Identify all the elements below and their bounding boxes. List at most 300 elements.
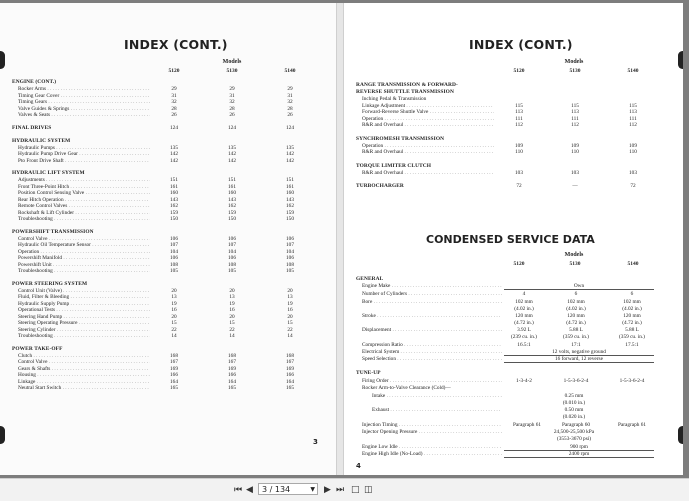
index-row [344,149,682,156]
spec-label: Intake . . . [372,393,502,400]
spec-value: 5.88 L [625,327,639,333]
section-heading: TURBOCHARGER [356,183,404,189]
chevron-down-icon: ▼ [310,486,315,493]
page-ref: 106 [286,235,294,242]
spec-label: Electrical System . . . [362,349,502,356]
page-ref: 29 [229,86,235,92]
spec-label: Speed Selection . . . [362,356,502,363]
page-ref: 167 [286,359,294,365]
index-label: Linkage Adjustment . . . [362,103,494,110]
spec-value: (4.02 in.) [622,306,642,312]
index-label: Operation . . . [362,116,494,123]
spec-row [344,334,683,341]
spec-row [344,436,683,443]
index-label: Position Control Sensing Valve . . . [18,190,150,197]
page-ref: 166 [228,372,236,378]
page-ref: 165 [286,385,294,391]
spec-row [344,306,683,313]
index-label: Operation . . . [362,143,494,150]
page-ref: 104 [170,248,178,255]
page-ref: 162 [170,203,178,209]
page-ref: 111 [571,115,579,122]
page-ref: 32 [229,99,235,105]
page-ref: 113 [515,109,523,115]
index-label: Steering Cylinder . . . [18,327,150,334]
page-ref: 20 [229,287,235,294]
index-label: Rockshaft & Lift Cylinder . . . [18,210,150,217]
page-ref: 135 [286,144,294,151]
section-heading: SYNCHROMESH TRANSMISSION [356,135,445,142]
column-header: 5130 [226,68,238,74]
index-label: Timing Gears . . . [18,99,150,106]
page-ref: 109 [515,142,523,149]
page-ref: 162 [286,203,294,209]
spec-row [344,407,683,414]
page-ref: 19 [171,300,177,307]
models-label: Models [564,59,584,65]
column-header: 5120 [513,68,525,74]
binder-hole [0,426,5,444]
page-ref: 159 [170,209,178,216]
section-heading: GENERAL [356,276,384,282]
page-ref: 168 [228,352,236,359]
index-label: R&R and Overhaul . . . [362,122,494,129]
index-label: Steering Hand Pump . . . [18,314,150,321]
index-label: Hydraulic Oil Temperature Sensor . . . [18,242,150,249]
spec-value: 102 mm [567,299,585,305]
page-ref: 32 [287,99,293,105]
page-ref: 20 [171,287,177,294]
page-ref: 160 [286,190,294,196]
index-label: Operational Tests . . . [18,307,150,314]
index-label: Valve Guides & Springs . . . [18,106,150,113]
index-label: Neutral Start Switch . . . [18,385,150,392]
spec-label: Exhaust . . . [372,407,502,414]
index-label: Fluid, Filter & Bleeding . . . [18,294,150,301]
page-ref: 26 [287,112,293,118]
spec-label: Engine Low Idle . . . [362,444,502,451]
page-ref: 105 [170,268,178,274]
page-ref: 29 [171,86,177,92]
spec-value: 2400 rpm [504,451,654,458]
spec-value: (4.72 in.) [514,320,534,326]
index-label: Rear Hitch Operation . . . [18,197,150,204]
spec-value: (239 cu. in.) [511,334,537,340]
page-ref: 20 [171,313,177,320]
section-heading: POWER STEERING SYSTEM [12,280,88,287]
spec-label: Displacement . . . [362,327,502,334]
page-ref: 15 [287,320,293,326]
binder-hole [678,51,683,69]
models-label: Models [222,59,242,65]
page-ref: 26 [229,112,235,118]
spec-row [344,400,683,407]
page-ref: 104 [228,248,236,255]
page-ref: 108 [286,261,294,268]
index-label: R&R and Overhaul . . . [362,170,494,177]
column-header: 5130 [569,261,581,267]
column-header: 5140 [627,261,639,267]
spec-value: 6 [630,291,634,297]
spec-value: 120 mm [515,313,533,319]
index-label: Housing . . . [18,372,150,379]
page-ref: 111 [515,115,523,122]
page-ref: 72 [630,183,636,189]
page-ref: 135 [170,144,178,151]
column-header: 5140 [284,68,296,74]
page-ref: 28 [287,105,293,112]
page-ref: 107 [170,242,178,248]
index-row [0,112,336,119]
page-ref: 14 [287,333,293,339]
page-ref: 22 [287,326,293,333]
page-ref: 111 [629,115,637,122]
pdf-viewer-toolbar [0,478,689,501]
page-number-field[interactable] [258,483,318,495]
index-label: Hydraulic Pump Drive Gear . . . [18,151,150,158]
index-label: Forward-Reverse Shuttle Valve . . . [362,109,494,116]
page-ref: 142 [286,157,294,164]
spec-value: 24,500-25,500 kPa [553,429,595,435]
page-ref: 26 [171,112,177,118]
spec-row [344,291,683,298]
section-title: CONDENSED SERVICE DATA [426,233,595,246]
index-label: Control Valve . . . [18,236,150,243]
models-label: Models [564,252,584,258]
spec-value: 120 mm [623,313,641,319]
index-label: Troubleshooting . . . [18,216,150,223]
page-ref: 15 [229,320,235,326]
spec-row [344,299,683,306]
section-heading: HYDRAULIC SYSTEM [12,137,71,144]
index-label: Hydraulic Pumps . . . [18,145,150,152]
index-row [0,333,336,340]
index-label: Powershift Manifold . . . [18,255,150,262]
page-title: INDEX (CONT.) [469,37,573,52]
page-ref: 166 [286,372,294,378]
page-number-value: 3 / 134 [262,485,291,494]
page-ref: 161 [170,183,178,190]
spec-row [344,349,683,356]
page-ref: 110 [515,149,523,155]
index-row [344,170,682,177]
page-ref: 115 [629,102,637,109]
page-ref: 143 [286,196,294,203]
page-ref: 151 [286,177,294,183]
page-ref: 124 [228,124,236,131]
page-ref: 151 [228,177,236,183]
page-ref: 29 [287,86,293,92]
section-heading: POWERSHIFT TRANSMISSION [12,228,94,235]
page-ref: 150 [286,216,294,222]
spec-value: Paragraph 61 [617,422,647,428]
page-ref: 110 [571,149,579,155]
page-ref: 164 [228,378,236,385]
page-ref: 20 [287,313,293,320]
index-label: Remote Control Valves . . . [18,203,150,210]
index-label: Hydraulic Supply Pump . . . [18,301,150,308]
index-label: Troubleshooting . . . [18,333,150,340]
spec-row [344,414,683,421]
section-heading: ENGINE (CONT.) [12,79,57,85]
spec-value: (4.02 in.) [566,306,586,312]
section-heading: POWER TAKE-OFF [12,345,63,352]
spec-label: Bore . . . [362,299,502,306]
page-ref: 164 [170,378,178,385]
spec-label: Injection Timing . . . [362,422,502,429]
spec-value: 102 mm [623,299,641,305]
page-ref: 108 [228,261,236,268]
spec-row [344,283,683,290]
page-ref: 166 [170,372,178,378]
index-label: Operation . . . [18,249,150,256]
binder-hole [0,51,5,69]
index-label: Pto Front Drive Shaft . . . [18,158,150,165]
page-ref: 142 [228,151,236,157]
page-ref: 103 [515,169,523,176]
single-page-view-icon[interactable]: □ [351,485,360,495]
page-ref: 109 [629,142,637,149]
spec-value: (4.02 in.) [514,306,534,312]
index-label: Valves & Seats . . . [18,112,150,119]
first-page-icon[interactable]: ⏮ [234,485,243,495]
page-ref: 151 [170,177,178,183]
page-ref: 115 [571,102,579,109]
spec-label: Injector Opening Pressure . . . [362,429,502,436]
spec-value: 1-3-4-2 [516,378,532,384]
next-page-icon[interactable]: ▶ [324,485,331,495]
page-gutter [336,3,344,475]
index-row [0,268,336,275]
page-ref: 159 [228,209,236,216]
index-label: Clutch . . . [18,353,150,360]
page-ref: 106 [170,255,178,261]
page-ref: 32 [171,99,177,105]
spec-row [344,327,683,334]
spec-value: 120 mm [567,313,585,319]
page-ref: 14 [171,333,177,339]
page-ref: 150 [228,216,236,222]
index-label: Rocker Arms . . . [18,86,150,93]
page-ref: 115 [515,102,523,109]
section-heading: TUNE-UP [356,370,381,376]
spec-value: (3553-3670 psi) [557,436,591,442]
spec-value: 102 mm [515,299,533,305]
page-ref: 165 [170,385,178,391]
page-ref: 72 [516,183,522,189]
index-label: Inching Pedal & Transmission [362,96,427,102]
page-ref: 110 [629,149,637,155]
page-ref: 13 [171,294,177,300]
page-ref: 15 [171,320,177,326]
spec-row [344,385,683,392]
page-ref: 160 [228,190,236,196]
page-ref: 124 [170,124,178,131]
index-row [0,216,336,223]
page-ref: 22 [171,326,177,333]
column-header: 5140 [627,68,639,74]
section-heading: HYDRAULIC LIFT SYSTEM [12,170,85,176]
spec-row [344,378,683,385]
page-ref: 169 [286,365,294,372]
page-ref: 160 [170,190,178,196]
two-page-view-icon[interactable]: ◫ [364,485,373,495]
page-ref: 19 [229,300,235,307]
page-ref: 13 [229,294,235,300]
page-ref: 108 [170,261,178,268]
spec-value: 16.5:1 [517,342,531,348]
page-ref: 161 [286,183,294,190]
page-ref: 31 [229,92,235,99]
page-ref: 106 [228,235,236,242]
spec-value: 6 [574,291,578,297]
section-heading: RANGE TRANSMISSION & FORWARD- [356,82,458,88]
page-ref: 104 [286,248,294,255]
page-ref: 142 [170,157,178,164]
spec-value: 4 [522,291,526,297]
page-ref: 16 [287,307,293,313]
page-ref: 14 [229,333,235,339]
spec-label: Firing Order . . . [362,378,502,385]
spec-label: Compression Ratio . . . [362,342,502,349]
page-ref: 31 [171,92,177,99]
spec-value: 17:1 [571,342,581,348]
page-ref: 109 [571,142,579,149]
index-row [0,158,336,165]
page-ref: 150 [170,216,178,222]
spec-value: 3.92 L [517,327,531,333]
page-ref: 13 [287,294,293,300]
page-ref: 124 [286,124,294,131]
spec-value: (0.020 in.) [562,414,586,420]
page-ref: 169 [170,365,178,372]
page-ref: 112 [515,122,523,128]
spec-row [344,429,683,436]
index-label: Troubleshooting . . . [18,268,150,275]
page-number: 4 [356,462,361,470]
page-number: 3 [313,438,318,446]
spec-row [344,356,683,363]
section-heading: FINAL DRIVES [12,124,52,131]
column-header: 5120 [168,68,180,74]
page-ref: 167 [170,359,178,365]
page-ref: 106 [170,235,178,242]
spec-value: 0.50 mm [564,407,584,413]
index-label: Control Valve . . . [18,359,150,366]
index-label: Steering Operating Pressure . . . [18,320,150,327]
page-ref: 143 [228,196,236,203]
left-page [0,3,336,475]
page-ref: 164 [286,378,294,385]
spec-value: 16 forward, 12 reverse [504,356,654,363]
spec-value: 12 volts, negative ground [504,349,654,356]
spec-value: (4.72 in.) [566,320,586,326]
spec-value: Paragraph 60 [561,422,591,428]
index-label: R&R and Overhaul . . . [362,149,494,156]
index-value [344,183,682,190]
page-ref: 142 [228,157,236,164]
page-ref: 113 [629,109,637,115]
spec-row [344,320,683,327]
spec-value: Own [504,283,654,290]
index-label: Powershift Unit . . . [18,262,150,269]
spec-value: 0.25 mm [564,393,584,399]
spec-label: Rocker Arm-to-Valve Clearance (Cold)— [362,385,451,391]
page-title: INDEX (CONT.) [124,37,228,52]
page-ref: 107 [286,242,294,248]
last-page-icon[interactable]: ⏭ [336,485,345,495]
spec-value: (0.010 in.) [562,400,586,406]
page-ref: 135 [228,144,236,151]
page-ref: 103 [571,169,579,176]
page-ref: 112 [571,122,579,128]
page-ref: 16 [229,307,235,313]
spec-row [344,393,683,400]
page-ref: 162 [228,203,236,209]
page-ref: 28 [229,105,235,112]
spec-value: 900 rpm [504,444,654,451]
index-label: Gears & Shafts . . . [18,366,150,373]
spec-row [344,444,683,451]
page-ref: 168 [170,352,178,359]
page-ref: 107 [228,242,236,248]
spec-value: (359 cu. in.) [563,334,589,340]
spec-value: (359 cu. in.) [619,334,645,340]
page-ref: 28 [171,105,177,112]
spec-row [344,313,683,320]
spec-row [344,451,683,458]
spec-value: 5.88 L [569,327,583,333]
page-ref: 106 [228,255,236,261]
spec-label: Stroke . . . [362,313,502,320]
page-ref: 20 [287,287,293,294]
page-ref: 112 [629,122,637,128]
spec-value: 17.5:1 [625,342,639,348]
page-ref: 165 [228,385,236,391]
page-ref: 168 [286,352,294,359]
page-ref: 105 [286,268,294,274]
index-label: Timing Gear Cover . . . [18,93,150,100]
page-ref: 159 [286,209,294,216]
column-header: 5120 [513,261,525,267]
spec-label: Engine Make . . . [362,283,502,290]
spec-label: Engine High Idle (No-Load) . . . [362,451,502,458]
spec-row [344,342,683,349]
page-ref: 20 [229,313,235,320]
index-label: Linkage . . . [18,379,150,386]
page-ref: 169 [228,365,236,372]
page-ref: — [572,183,578,189]
page-ref: 19 [287,300,293,307]
page-ref: 161 [228,183,236,190]
spec-value: Paragraph 61 [512,422,542,428]
prev-page-icon[interactable]: ◀ [246,485,253,495]
section-heading: TORQUE LIMITER CLUTCH [356,162,432,169]
spec-row [344,422,683,429]
page-ref: 142 [286,151,294,157]
index-row [344,122,682,129]
page-ref: 31 [287,92,293,99]
page-ref: 105 [228,268,236,274]
spec-value: (4.72 in.) [622,320,642,326]
page-ref: 22 [229,326,235,333]
index-label: Control Unit (Valve) . . . [18,288,150,295]
page-ref: 16 [171,307,177,313]
page-ref: 143 [170,196,178,203]
page-ref: 113 [571,109,579,115]
index-label: Adjustments . . . [18,177,150,184]
right-page [344,3,683,475]
